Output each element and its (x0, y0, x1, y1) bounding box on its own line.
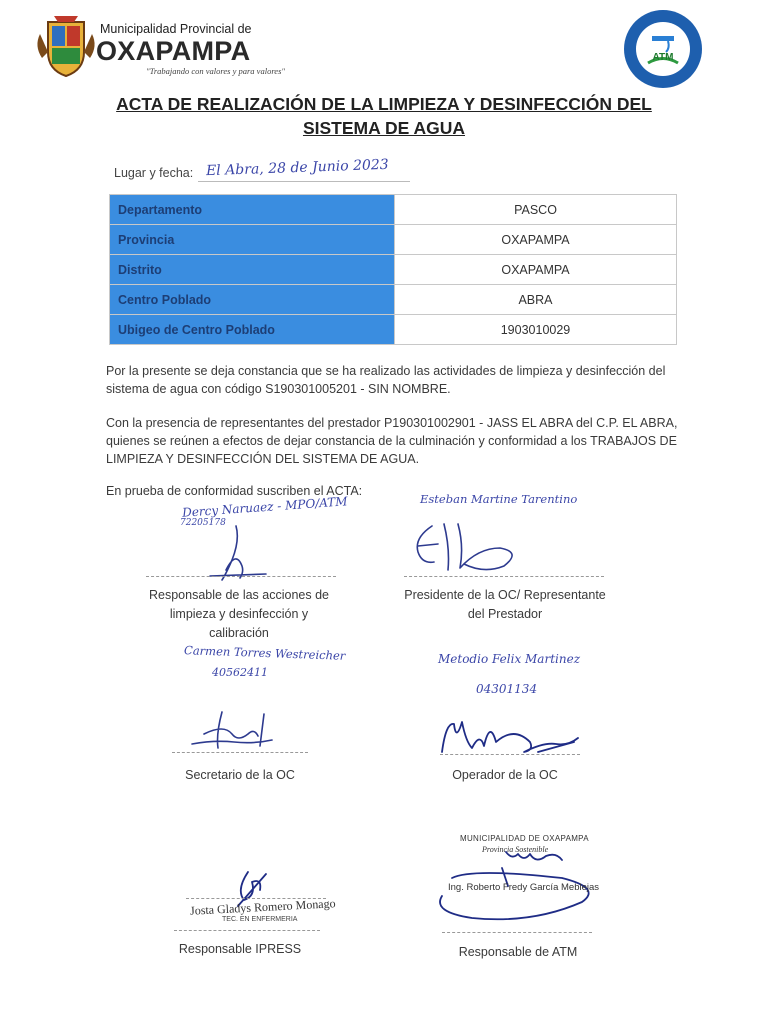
title-line-2: SISTEMA DE AGUA (302, 118, 466, 138)
row-value: OXAPAMPA (395, 225, 677, 255)
municipality-name: OXAPAMPA (96, 36, 251, 66)
atm-seal-icon (622, 8, 704, 90)
responsable-handwritten-name: Dercy Naruaez - MPO/ATM (181, 494, 348, 520)
document-title (90, 92, 678, 140)
row-value: PASCO (395, 195, 677, 225)
ipress-signature-line (174, 930, 320, 931)
place-date-label: Lugar y fecha: (114, 166, 194, 180)
operador-signature-line (440, 754, 580, 755)
presidente-caption (392, 586, 618, 624)
table-row (110, 255, 677, 285)
responsable-signature-line (146, 576, 336, 577)
row-label: Centro Poblado (110, 285, 395, 315)
atm-stamp-line1: MUNICIPALIDAD DE OXAPAMPA (460, 834, 589, 843)
atm-stamp-line2: Provincia Sostenible (482, 845, 549, 854)
row-value: OXAPAMPA (395, 255, 677, 285)
paragraph-presencia: Con la presencia de representantes del prestador P190301002901 - JASS EL ABRA del C.P. EL ABRA, quienes se reúnen a efectos de dejar constancia de la culminación y conformidad a los TRABAJOS DE LIMPIEZA Y DESINFECCIÓN DEL SISTEMA DE AGUA. (106, 416, 678, 466)
presidente-signature (404, 518, 534, 578)
row-label: Departamento (110, 195, 395, 225)
place-date-line (198, 181, 410, 182)
municipality-subtitle: Municipalidad Provincial de (100, 22, 252, 36)
place-date-value: El Abra, 28 de Junio 2023 (205, 156, 389, 180)
responsable-caption (130, 586, 348, 643)
municipality-slogan: "Trabajando con valores y para valores" (146, 66, 285, 76)
secretario-signature-line (172, 752, 308, 753)
atm-caption: Responsable de ATM (458, 945, 578, 959)
table-row (110, 315, 677, 345)
ipress-caption: Responsable IPRESS (178, 942, 302, 956)
row-value: ABRA (395, 285, 677, 315)
row-value: 1903010029 (395, 315, 677, 345)
row-label: Provincia (110, 225, 395, 255)
coat-of-arms-icon (34, 12, 98, 80)
operador-handwritten-id: 04301134 (476, 682, 538, 696)
secretario-signature (184, 704, 284, 756)
atm-seal (622, 8, 704, 90)
caption-line: del Prestador (467, 607, 543, 621)
atm-stamp-name: Ing. Roberto Fredy García Meblejas (448, 882, 600, 893)
presidente-handwritten-name: Esteban Martine Tarentino (420, 492, 578, 506)
row-label: Distrito (110, 255, 395, 285)
presidente-signature-line (404, 576, 604, 577)
location-table (109, 194, 677, 345)
secretario-handwritten-name: Carmen Torres Westreicher (183, 643, 346, 663)
ipress-stamp-title: TEC. EN ENFERMERIA (222, 916, 298, 923)
caption-line: calibración (209, 626, 269, 640)
paragraph-constancia: Por la presente se deja constancia que se ha realizado las actividades de limpieza y desinfección del sistema de agua con código S190301005201 - SIN NOMBRE. (106, 364, 666, 396)
table-row (110, 285, 677, 315)
atm-signature-line (442, 932, 592, 933)
caption-line: Presidente de la OC/ Representante (404, 588, 606, 602)
secretario-caption: Secretario de la OC (185, 768, 295, 782)
paragraph-conformidad: En prueba de conformidad suscriben el ACTA: (106, 484, 363, 498)
title-line-1: ACTA DE REALIZACIÓN DE LA LIMPIEZA Y DESINFECCIÓN DEL (116, 94, 652, 114)
caption-line: Responsable de las acciones de (149, 588, 329, 602)
responsable-handwritten-id: 72205178 (180, 518, 226, 528)
operador-handwritten-name: Metodio Felix Martinez (438, 652, 581, 666)
operador-caption: Operador de la OC (452, 768, 558, 782)
table-row (110, 225, 677, 255)
table-row (110, 195, 677, 225)
row-label: Ubigeo de Centro Poblado (110, 315, 395, 345)
caption-line: limpieza y desinfección y (169, 607, 309, 621)
secretario-handwritten-id: 40562411 (212, 666, 268, 679)
ipress-stamp-name: Josta Gladys Romero Monago (189, 896, 336, 918)
atm-seal-label: ATM (652, 52, 674, 63)
